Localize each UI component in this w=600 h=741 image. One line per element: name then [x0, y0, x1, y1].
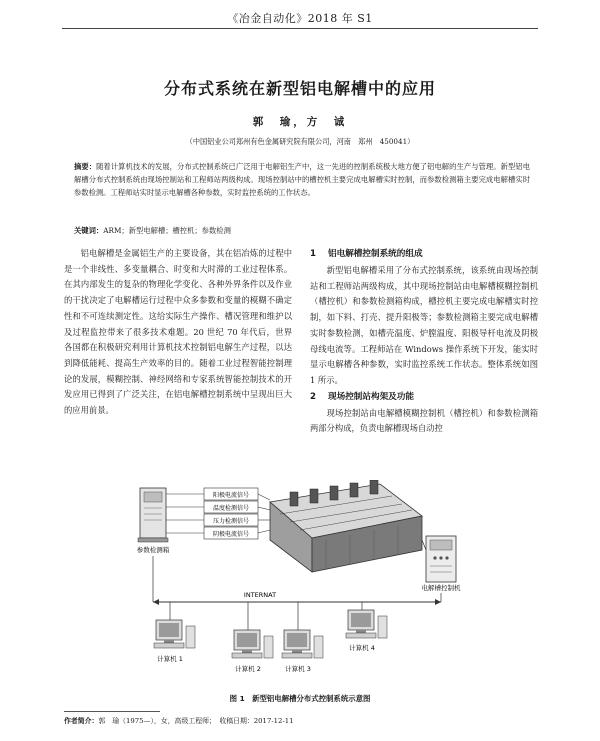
figure-caption-number: 图 1	[229, 694, 245, 703]
signal-pressure: 压力检测信号	[212, 518, 250, 525]
network-line	[153, 599, 441, 605]
abstract-label: 摘要：	[74, 162, 97, 171]
footnote	[64, 715, 538, 725]
figure-1	[130, 480, 470, 690]
section-1-heading	[310, 246, 538, 263]
section-1-paragraph: 新型铝电解槽采用了分布式控制系统，该系统由现场控制站和工程师站两级构成，其中现场控制站由电解槽模糊控制机（槽控机）和参数检测箱构成，槽控机主要完成电解槽实时控制，如下料、打壳、提升阳极等；参数检测箱主要完成电解槽实时参数检测，如槽壳温度、炉膛温度、阳极导杆电流及阴极母线电流等。工程师站在 Windows 操作系统下开发，能实时显示电解槽各种参数，实时监控系统工作状态。整体系统如图 1 所示。	[310, 265, 538, 385]
computer-4-icon	[346, 610, 387, 638]
signal-list	[166, 488, 270, 539]
param-box-icon	[138, 488, 168, 542]
keywords-label: 关键词：	[74, 226, 104, 235]
keywords-text: ARM；新型电解槽；槽控机；参数检测	[103, 226, 231, 235]
computer-3-icon	[282, 630, 323, 658]
figure-caption-text: 新型铝电解槽分布式控制系统示意图	[252, 694, 371, 703]
footnote-rule	[64, 711, 160, 712]
electrolytic-cell-icon	[270, 480, 422, 572]
body-column-left	[64, 246, 292, 419]
signal-cathode-current: 阴极电流信号	[212, 531, 250, 538]
section-1-title: 铝电解槽控制系统的组成	[328, 249, 423, 259]
footnote-text: 郭 瑜（1975—），女，高级工程师； 收稿日期：2017-12-11	[98, 717, 294, 725]
abstract-text: 随着计算机技术的发展，分布式控制系统已广泛用于电解铝生产中，这一先进的控制系统极大地方便了铝电解的生产与管理。新型铝电解槽分布式控制系统由现场控制站和工程师站两级构成。现场控制站中的槽控机主要完成电解槽实时控制，而参数检测箱主要完成电解槽实时参数检测。工程师站实时显示电解槽各种参数，实时监控系统的工作状态。	[74, 162, 531, 197]
section-2-heading	[310, 389, 538, 406]
computer-2-label: 计算机 2	[235, 665, 261, 673]
computer-4-label: 计算机 4	[349, 644, 375, 652]
intro-paragraph: 铝电解槽是金属铝生产的主要设备，其在铝冶炼的过程中是一个非线性、多变量耦合、时变和大时滞的工业过程体系。在其内部发生的复杂的物理化学变化、各种外界条件以及作业的干扰决定了电解槽运行过程中众多参数和变量的模糊不确定性和不可连续测定性。这给实际生产操作、槽况管理和维护以及过程监控带来了很多技术难题。20 世纪 70 年代后，世界各国都在积极研究利用计算机技术控制铝电解生产过程，以达到降低能耗、提高生产效率的目的。随着工业过程智能控制理论的发展，模糊控制、神经网络和专家系统智能控制技术的开发应用已得到了广泛关注，在铝电解槽控制系统中呈现出巨大的应用前景。	[64, 248, 292, 416]
footnote-label: 作者简介：	[64, 717, 99, 725]
running-head: 《冶金自动化》2018 年 S1	[227, 12, 373, 25]
param-box-label: 参数检测箱	[136, 546, 170, 554]
system-diagram	[130, 480, 470, 690]
computer-2-icon	[232, 630, 273, 658]
section-2-paragraph: 现场控制站由电解槽模糊控制机（槽控机）和参数检测箱两部分构成，负责电解槽现场自动控	[310, 407, 538, 434]
keywords	[74, 224, 530, 237]
authors: 郭 瑜，方 诚	[252, 116, 348, 128]
header-rule	[62, 28, 538, 29]
abstract	[74, 160, 530, 199]
affiliation: （中国铝业公司郑州有色金属研究院有限公司，河南 郑州 450041）	[185, 137, 415, 146]
section-1-number: 1	[310, 249, 316, 259]
section-2-title: 现场控制站构架及功能	[328, 391, 414, 402]
signal-anode-current: 阳极电流信号	[212, 492, 250, 499]
body-column-right	[310, 246, 538, 437]
figure-caption	[0, 693, 600, 704]
computer-3-label: 计算机 3	[285, 665, 311, 673]
signal-temperature: 温度检测信号	[212, 505, 250, 512]
computer-1-label: 计算机 1	[157, 655, 183, 663]
cell-controller-label: 电解槽控制机	[421, 584, 461, 592]
paper-title: 分布式系统在新型铝电解槽中的应用	[163, 79, 436, 98]
network-label: INTERNAT	[243, 591, 277, 599]
computer-1-icon	[154, 620, 195, 648]
section-2-number: 2	[310, 391, 316, 402]
cell-controller-icon	[426, 536, 456, 582]
